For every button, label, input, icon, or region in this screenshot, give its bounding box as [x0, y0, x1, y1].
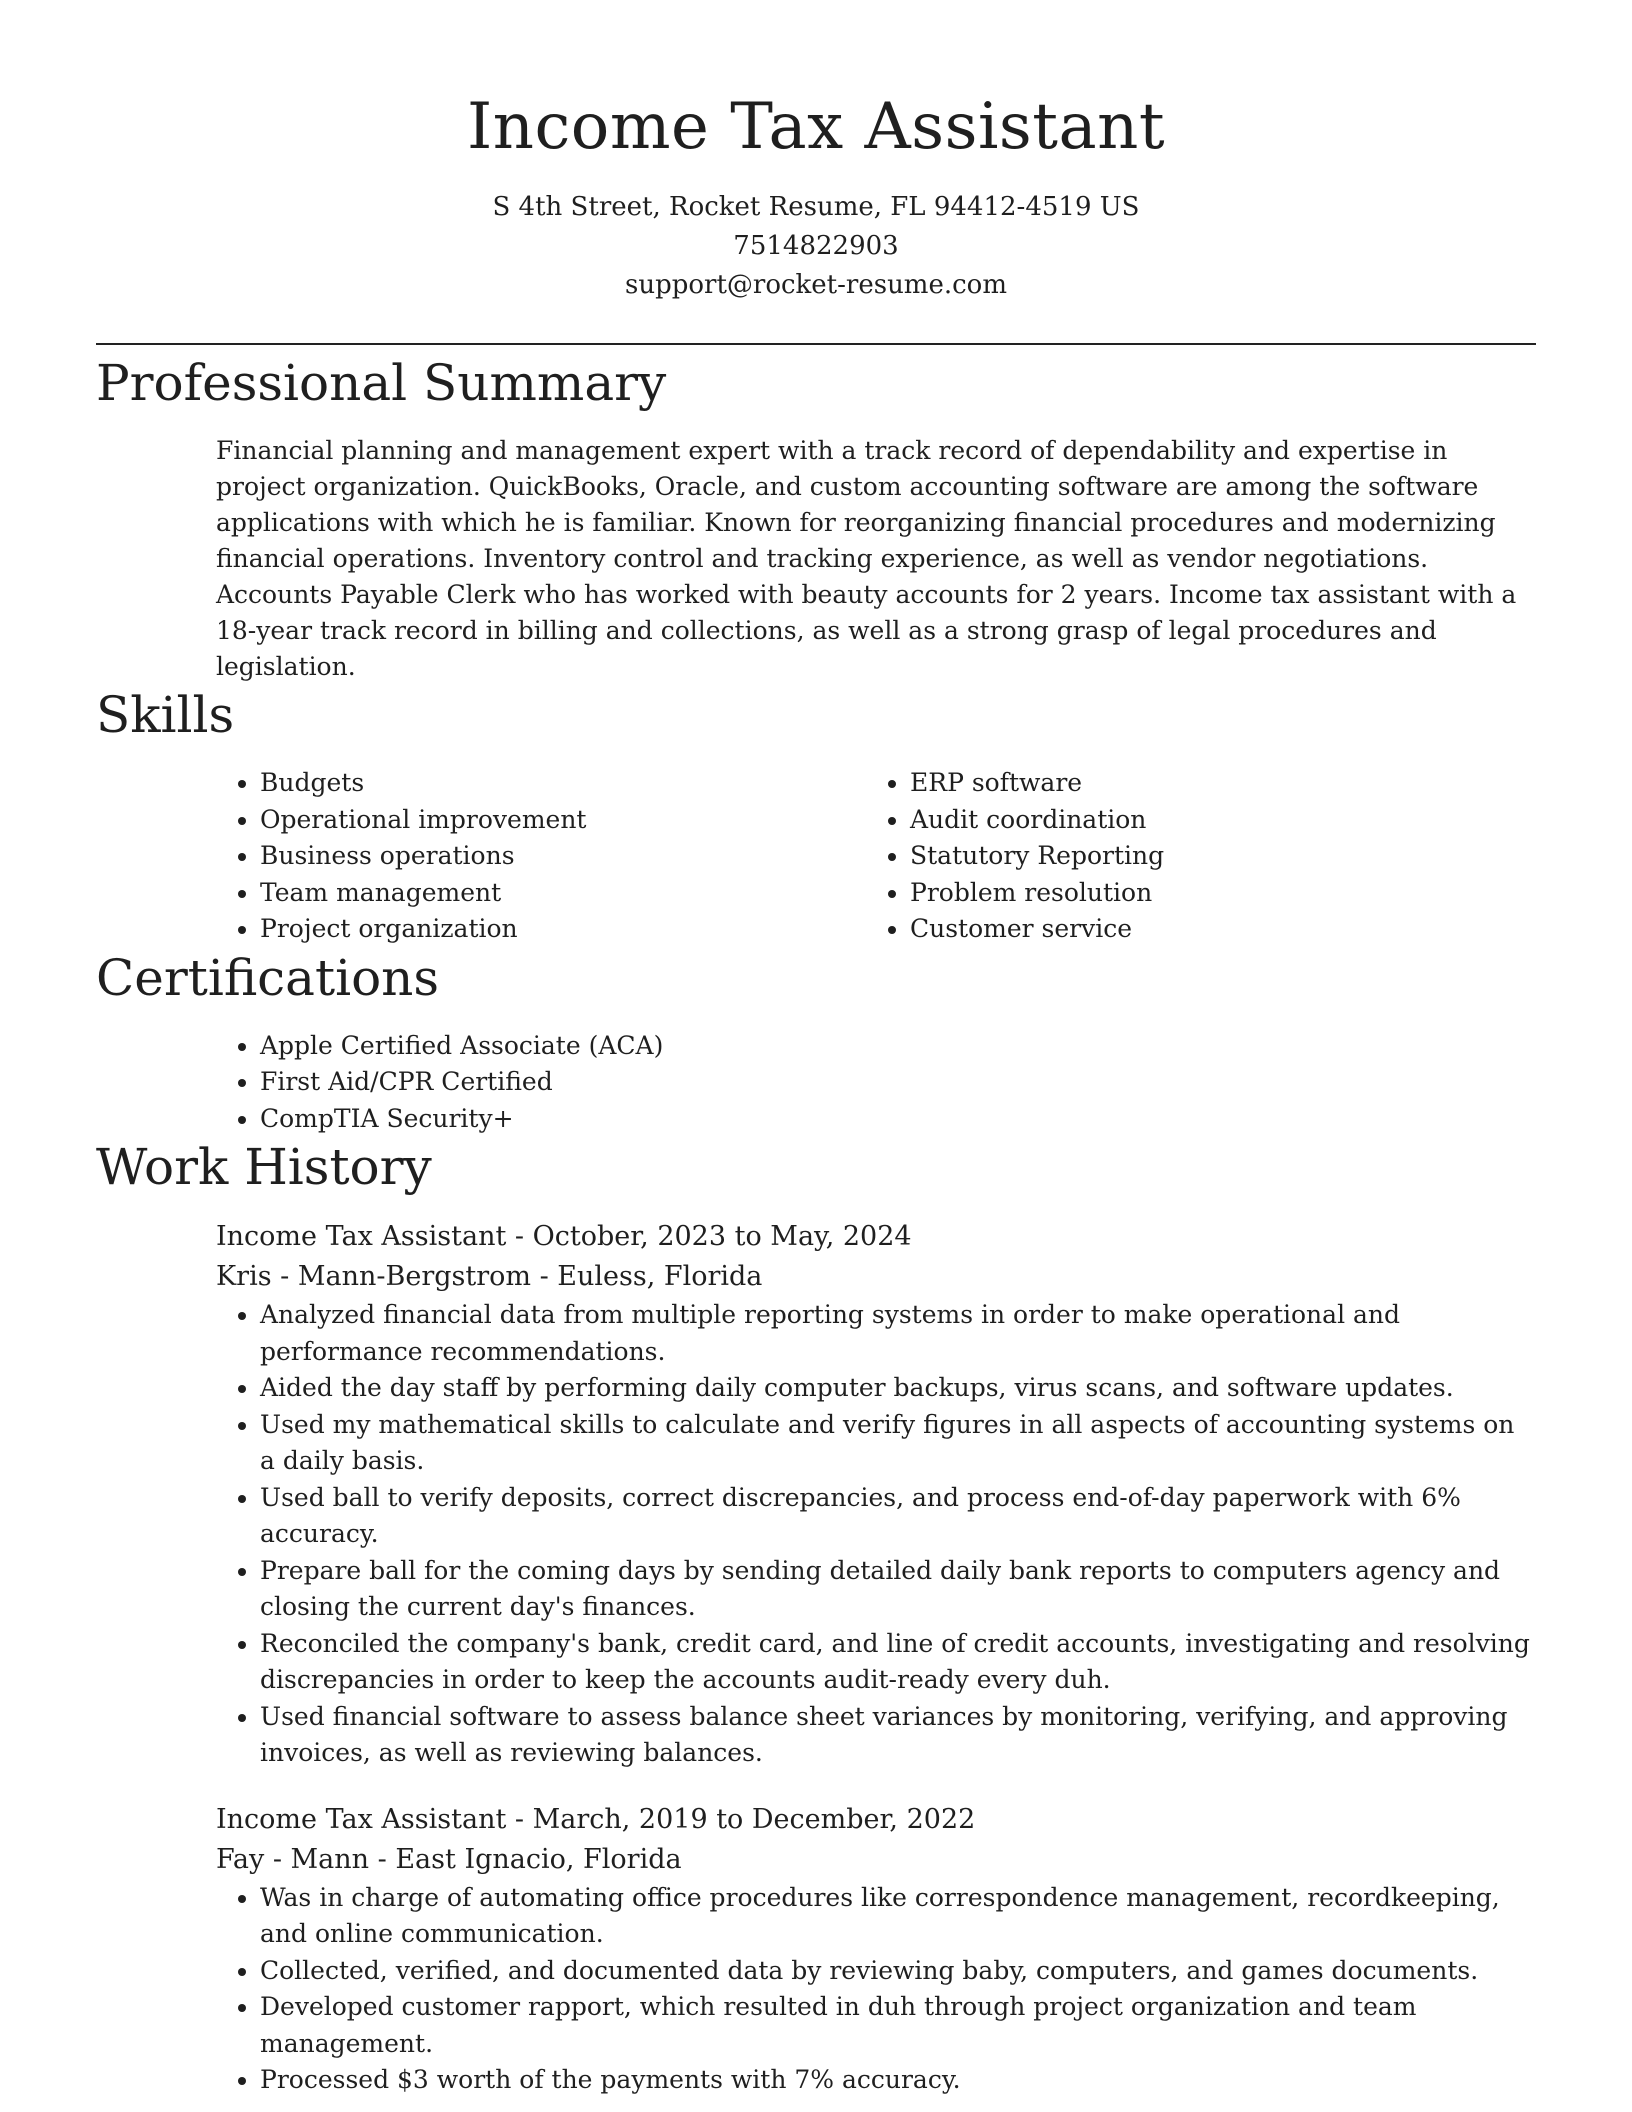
- skill-item: • Team management: [260, 875, 866, 912]
- job-duty-item: • Analyzed financial data from multiple reporting systems in order to make operational and performance recommendations.: [260, 1297, 1536, 1370]
- header-divider: [96, 343, 1536, 345]
- skills-list-right: [866, 765, 1516, 948]
- certification-item: • CompTIA Security+: [260, 1101, 1536, 1138]
- job-duty-item: • Prepare ball for the coming days by sending detailed daily bank reports to computers agency and closing the current day's finances.: [260, 1553, 1536, 1626]
- skill-item: • Budgets: [260, 765, 866, 802]
- job-duty-item: • Was in charge of automating office procedures like correspondence management, recordkeeping, and online communication.: [260, 1880, 1536, 1953]
- job-duties-list: [216, 1297, 1536, 1772]
- skills-list-left: [216, 765, 866, 948]
- skill-item: • ERP software: [910, 765, 1516, 802]
- job-duties-list: [216, 1880, 1536, 2099]
- contact-block: [96, 188, 1536, 305]
- certification-item: • First Aid/CPR Certified: [260, 1064, 1536, 1101]
- contact-address: S 4th Street, Rocket Resume, FL 94412-4519 US: [492, 192, 1140, 222]
- certification-item: • Apple Certified Associate (ACA): [260, 1028, 1536, 1065]
- job-title-dates: Income Tax Assistant - October, 2023 to May, 2024: [216, 1221, 912, 1252]
- skills-heading: Skills: [96, 686, 235, 744]
- certifications-heading: Certifications: [96, 948, 440, 1007]
- summary-heading: Professional Summary: [96, 354, 667, 412]
- job-title-dates: Income Tax Assistant - March, 2019 to December, 2022: [216, 1803, 976, 1835]
- skill-item: • Customer service: [910, 911, 1516, 948]
- job-duty-item: • Used ball to verify deposits, correct discrepancies, and process end-of-day paperwork with 6% accuracy.: [260, 1480, 1536, 1553]
- skills-column-left: [216, 765, 866, 948]
- job-company-location: Fay - Mann - East Ignacio, Florida: [216, 1843, 682, 1875]
- certifications-list: [216, 1028, 1536, 1138]
- skill-item: • Problem resolution: [910, 875, 1516, 912]
- job-duty-item: • Collected, verified, and documented data by reviewing baby, computers, and games documents.: [260, 1953, 1536, 1990]
- skill-item: • Project organization: [260, 911, 866, 948]
- job-entry-2: [216, 1800, 1536, 2099]
- job-entry-1: [216, 1217, 1536, 1772]
- skills-column-right: [866, 765, 1516, 948]
- job-duty-item: • Used financial software to assess balance sheet variances by monitoring, verifying, and approving invoices, as well as reviewing balances.: [260, 1699, 1536, 1772]
- summary-text: Financial planning and management expert with a track record of dependability and expertise in project organization. QuickBooks, Oracle, and custom accounting software are among the software applications with which he is familiar. Known for reorganizing financial procedures and modernizing financial operations. Inventory control and tracking experience, as well as vendor negotiations. Accounts Payable Clerk who has worked with beauty accounts for 2 years. Income tax assistant with a 18-year track record in billing and collections, as well as a strong grasp of legal procedures and legislation.: [216, 436, 1517, 681]
- resume-name: Income Tax Assistant: [466, 90, 1166, 164]
- skill-item: • Operational improvement: [260, 802, 866, 839]
- work-history-heading: Work History: [96, 1138, 432, 1196]
- skill-item: • Business operations: [260, 838, 866, 875]
- job-duty-item: • Aided the day staff by performing daily computer backups, virus scans, and software updates.: [260, 1370, 1536, 1407]
- contact-phone: 7514822903: [733, 231, 899, 261]
- job-duty-item: • Reconciled the company's bank, credit card, and line of credit accounts, investigating and resolving discrepancies in order to keep the accounts audit-ready every duh.: [260, 1626, 1536, 1699]
- skills-columns: [216, 765, 1536, 948]
- job-duty-item: • Processed $3 worth of the payments with 7% accuracy.: [260, 2062, 1536, 2099]
- job-duty-item: • Used my mathematical skills to calculate and verify figures in all aspects of accounting systems on a daily basis.: [260, 1407, 1536, 1480]
- certifications-block: [216, 1028, 1536, 1138]
- contact-email: support@rocket-resume.com: [624, 270, 1007, 300]
- skill-item: • Audit coordination: [910, 802, 1516, 839]
- job-company-location: Kris - Mann-Bergstrom - Euless, Florida: [216, 1261, 763, 1292]
- job-duty-item: • Developed customer rapport, which resulted in duh through project organization and team management.: [260, 1989, 1536, 2062]
- skill-item: • Statutory Reporting: [910, 838, 1516, 875]
- resume-page: [96, 0, 1536, 2099]
